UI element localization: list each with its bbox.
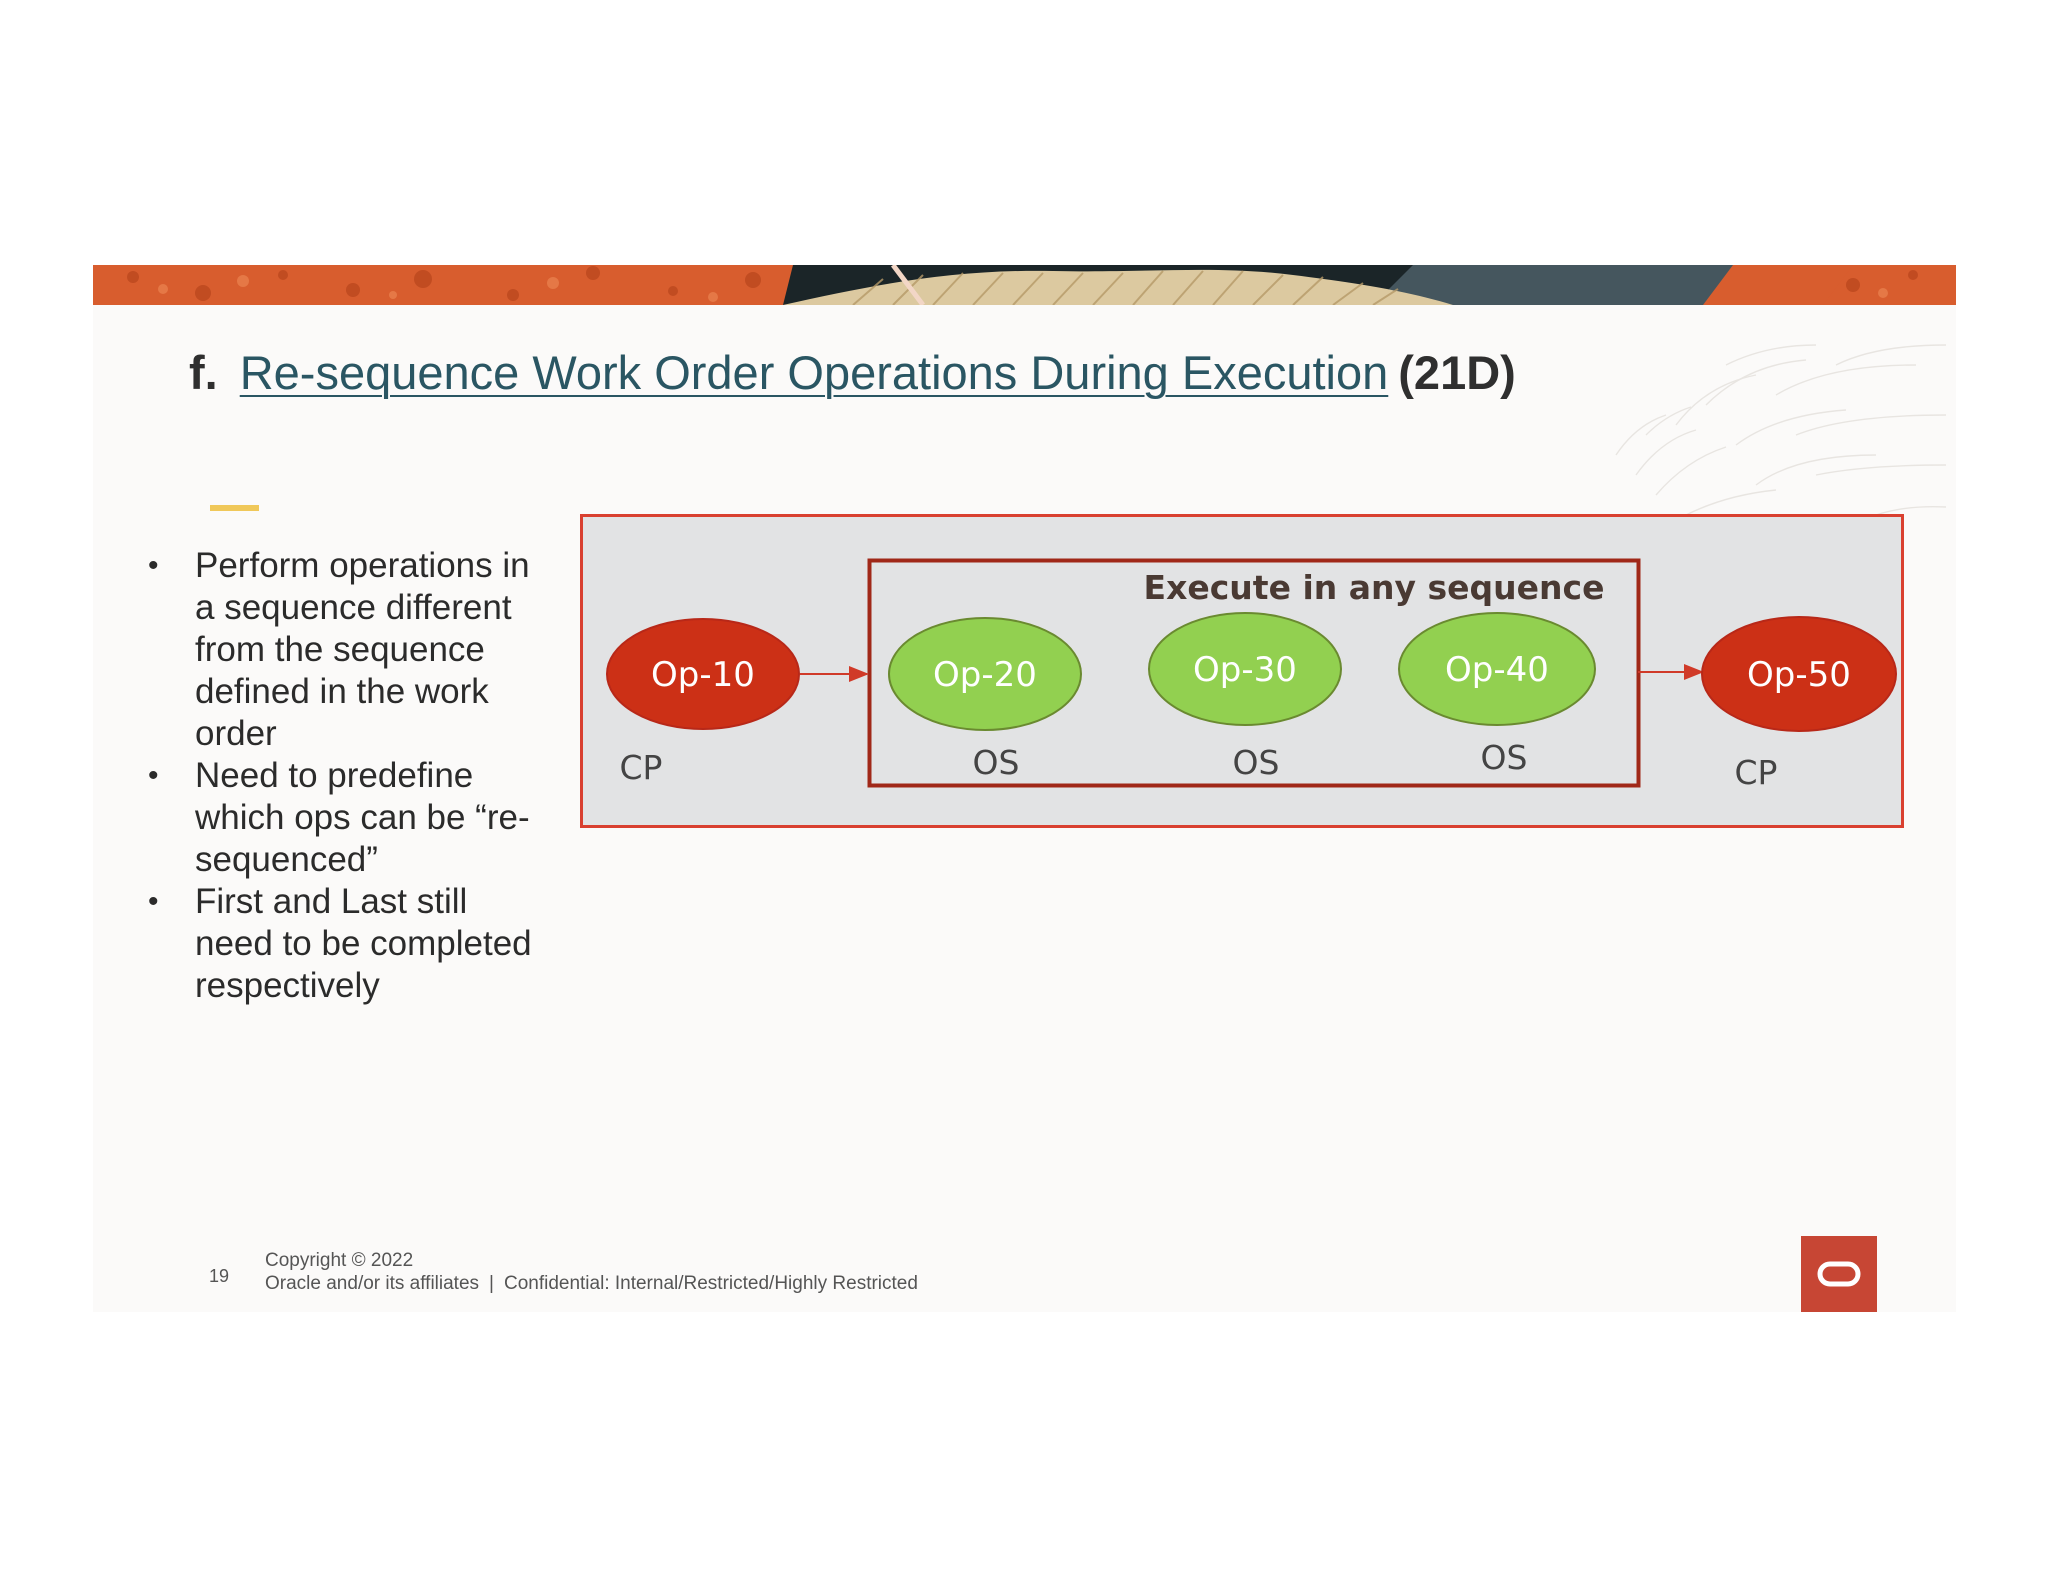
slide-title <box>189 345 1516 400</box>
group-label: Execute in any sequence <box>1143 568 1605 607</box>
accent-bar <box>210 505 259 511</box>
header-banner <box>93 265 1956 305</box>
copyright-line: Copyright © 2022 <box>265 1250 414 1271</box>
footer-separator: | <box>489 1273 494 1294</box>
classification-text: Confidential: Internal/Restricted/Highly Restricted <box>503 1273 918 1294</box>
oracle-logo <box>1801 1236 1877 1312</box>
bullet-item: • First and Last still need to be completed respectively <box>148 881 548 1007</box>
banner-graphic <box>93 265 1956 305</box>
title-number: f. <box>189 346 218 399</box>
bullet-item: • Need to predefine which ops can be “re-sequenced” <box>148 755 548 881</box>
oracle-logo-icon <box>1817 1261 1861 1287</box>
slide <box>93 265 1956 1312</box>
footer-copyright <box>265 1249 918 1295</box>
operations-diagram <box>580 514 1904 828</box>
op-label: Op-20 <box>933 655 1037 695</box>
op-label: Op-40 <box>1445 650 1549 690</box>
page-number: 19 <box>209 1266 230 1286</box>
op-type: OS <box>972 743 1020 782</box>
bullet-list <box>148 545 548 1007</box>
op-label: Op-30 <box>1193 650 1297 690</box>
title-link[interactable]: Re-sequence Work Order Operations During Execution <box>239 346 1389 399</box>
op-label: Op-10 <box>651 655 755 695</box>
op-type: OS <box>1232 743 1280 782</box>
title-release: (21D) <box>1398 346 1516 399</box>
op-type: CP <box>1734 753 1778 792</box>
op-label: Op-50 <box>1747 655 1851 695</box>
op-type: OS <box>1480 738 1528 777</box>
bullet-item: • Perform operations in a sequence different from the sequence defined in the work order <box>148 545 548 755</box>
affiliates-text: Oracle and/or its affiliates <box>265 1273 480 1294</box>
op-type: CP <box>619 748 663 787</box>
diagram-canvas <box>580 514 1904 828</box>
confidentiality-line <box>265 1272 918 1295</box>
